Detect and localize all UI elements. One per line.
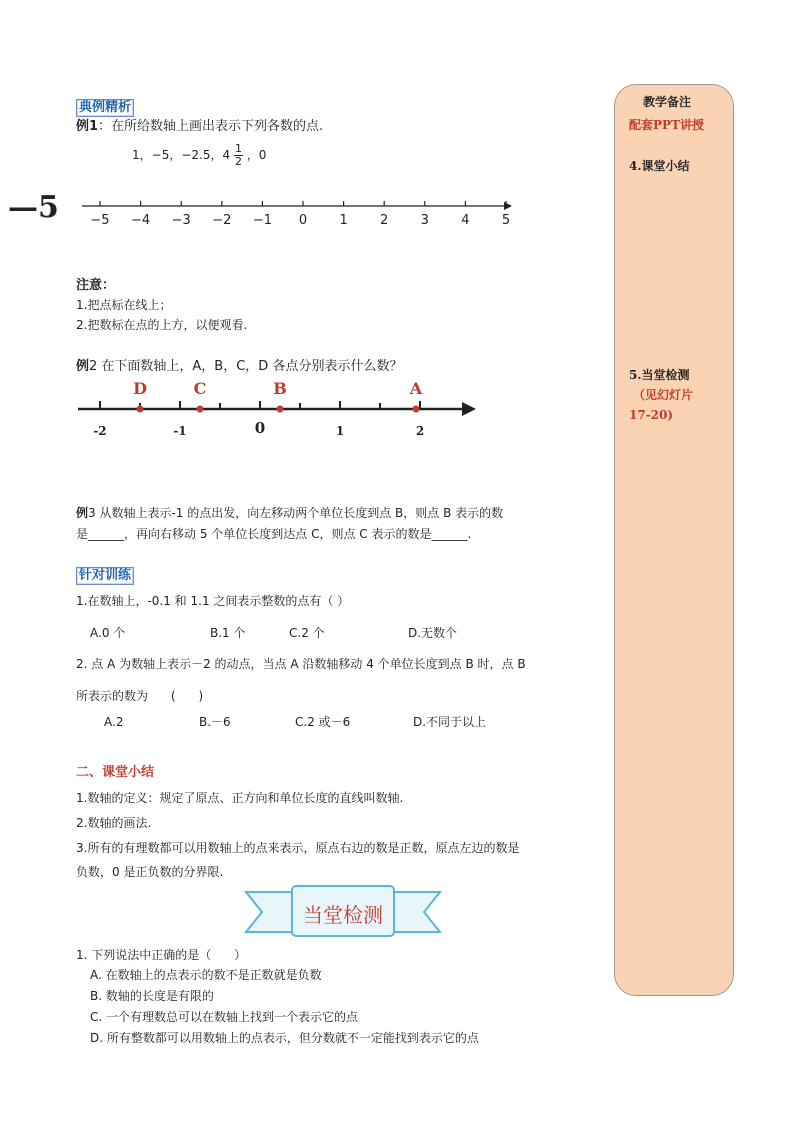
test-q1-option-a: A. 在数轴上的点表示的数不是正数就是负数 [90,968,322,982]
number-line-2 [76,375,486,441]
practice-q2-line2: 所表示的数为 ( ) [76,689,204,703]
axis2-arrow-icon [462,402,476,416]
summary-item-3-line1: 3.所有的有理数都可以用数轴上的点来表示，原点右边的数是正数，原点左边的数是 [76,841,520,855]
example3-text: 3 从数轴上表示-1 的点出发，向左移动两个单位长度到点 B，则点 B 表示的数 [88,506,504,520]
practice-q1: 1.在数轴上，-0.1 和 1.1 之间表示整数的点有（ ） [76,594,350,608]
axis2-point-label: B [273,379,287,398]
axis1-tick-label: −2 [212,213,232,228]
practice-q2-line1: 2. 点 A 为数轴上表示－2 的动点，当点 A 沿数轴移动 4 个单位长度到点 B 时，点 B [76,657,526,671]
axis2-tick-label: -1 [173,424,187,438]
example3-line2: 是______，再向右移动 5 个单位长度到达点 C，则点 C 表示的数是______. [76,527,472,541]
example2-text: 2 在下面数轴上，A，B，C，D 各点分别表示什么数？ [89,359,403,374]
axis1-tick-label: 3 [420,213,429,228]
axis1-tick-label: 1 [339,213,348,228]
axis2-point-label: C [193,379,207,398]
axis1-tick-label: 0 [298,213,308,228]
practice-q1-option-b: B.1 个 [210,626,246,640]
example1-numbers-a: 1，−5，−2.5，4 [132,148,231,162]
test-q1-option-b: B. 数轴的长度是有限的 [90,989,214,1003]
example1-label: 例1 [76,119,99,134]
axis1-tick-label: −1 [252,213,272,228]
fraction-one-half [234,143,243,168]
banner-text: 当堂检测 [303,903,383,927]
example1-numbers [132,143,266,168]
axis1-tick-label: 2 [380,213,389,228]
summary-item-2: 2.数轴的画法. [76,816,152,830]
practice-q1-option-a: A.0 个 [90,626,126,640]
summary-title: 二、课堂小结 [76,765,155,780]
banner-right-ribbon [392,892,440,932]
example2-label: 例 [76,359,90,374]
axis2-tick-label: -2 [93,424,107,438]
practice-q2-option-a: A.2 [104,715,124,729]
example1-numbers-b: ，0 [246,148,267,162]
sidebar-note-summary: 4.课堂小结 [629,159,690,173]
axis2-point-c [197,406,204,413]
axis2-tick-label: 0 [254,419,266,437]
practice-q1-option-c: C.2 个 [289,626,325,640]
sidebar-note-slides: （见幻灯片 [633,388,694,402]
practice-q2-option-c: C.2 或－6 [295,715,351,729]
axis2-point-label: D [133,379,147,398]
sidebar-title: 教学备注 [643,95,692,109]
note-title: 注意： [76,278,116,293]
sidebar-note-test: 5.当堂检测 [629,368,690,382]
test-q1-option-d: D. 所有整数都可以用数轴上的点表示，但分数就不一定能找到表示它的点 [90,1031,479,1045]
test-q1: 1. 下列说法中正确的是（ ） [76,948,247,962]
axis1-arrow-icon [504,202,512,210]
axis1-tick-label: −3 [171,213,191,228]
sidebar-subtitle: 配套PPT讲授 [629,118,704,132]
example3-line1 [76,505,503,521]
banner-left-ribbon [246,892,294,932]
fraction-numerator: 1 [234,142,242,155]
axis2-tick-label: 1 [335,424,345,438]
practice-q1-option-d: D.无数个 [408,626,458,640]
axis1-tick-label: 5 [501,213,511,228]
teaching-notes-sidebar [614,84,734,996]
axis1-tick-label: −4 [131,213,151,228]
example2-prompt [76,358,402,376]
axis2-tick-label: 2 [415,424,425,438]
axis2-point-label: A [409,379,423,398]
example1-prompt [76,118,323,136]
axis1-tick-label: 4 [461,213,470,228]
practice-q2-option-b: B.－6 [199,715,231,729]
banner-graphic [244,882,444,942]
fraction-denominator: 2 [234,155,242,168]
practice-q2-option-d: D.不同于以上 [413,715,487,729]
summary-item-1: 1.数轴的定义：规定了原点、正方向和单位长度的直线叫数轴. [76,791,404,805]
note-item-1: 1.把点标在线上； [76,298,172,312]
example1-text: ：在所给数轴上画出表示下列各数的点. [98,119,324,134]
section-tag-practice: 针对训练 [76,567,134,585]
note-item-2: 2.把数标在点的上方，以便观看. [76,318,248,332]
summary-item-3-line2: 负数，0 是正负数的分界限. [76,865,224,879]
axis2-point-d [137,406,144,413]
example3-label: 例 [76,506,89,520]
axis2-point-a [413,406,420,413]
sidebar-note-range: 17-20) [629,408,674,422]
big-minus-five-label: —5 [8,190,59,225]
test-q1-option-c: C. 一个有理数总可以在数轴上找到一个表示它的点 [90,1010,359,1024]
section-tag-examples: 典例精析 [76,99,134,117]
axis1-tick-label: −5 [90,213,110,228]
number-line-1 [76,192,526,232]
axis2-point-b [277,406,284,413]
